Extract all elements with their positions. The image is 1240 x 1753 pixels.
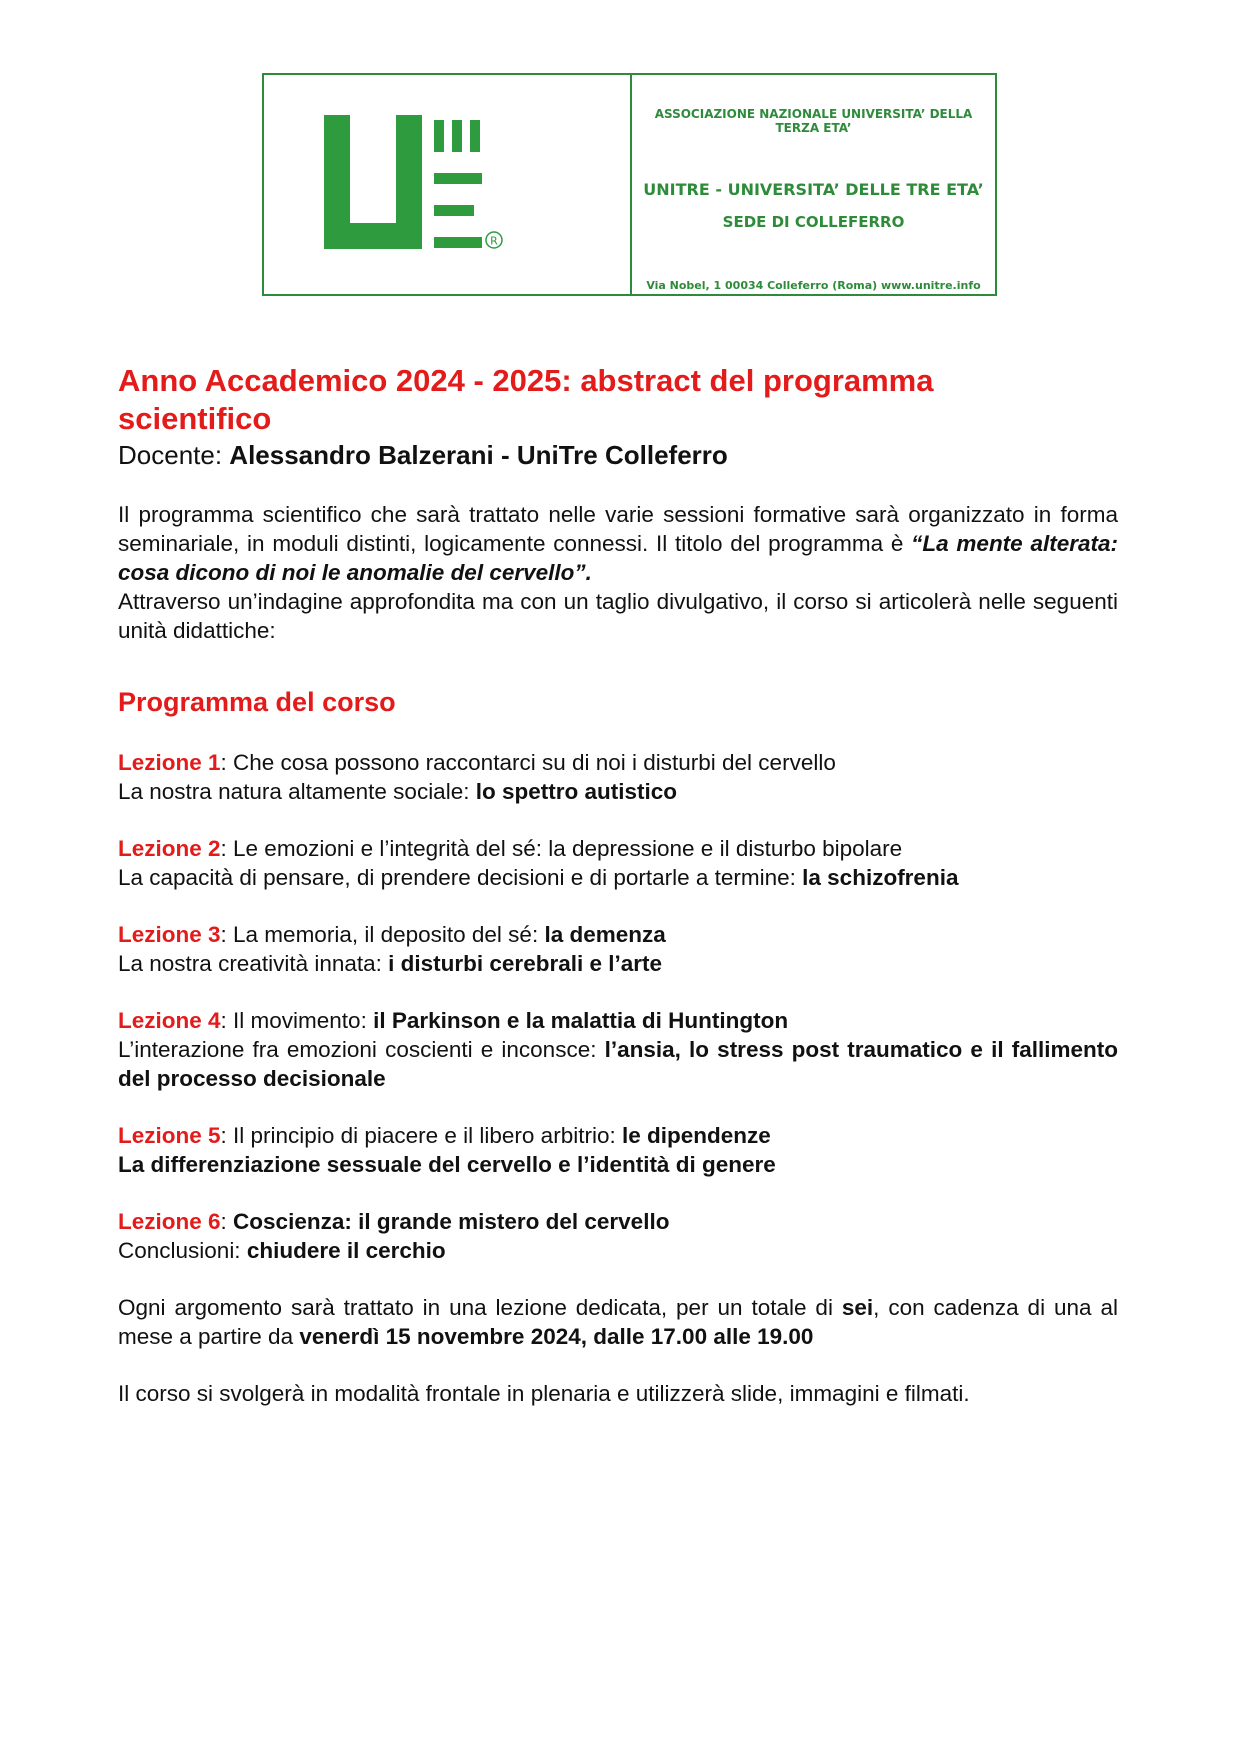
lesson-line-b xyxy=(118,1236,1118,1265)
closing-paragraph: Il corso si svolgerà in modalità frontale in plenaria e utilizzerà slide, immagini e filmati. xyxy=(118,1381,970,1406)
lesson-line-a xyxy=(118,920,1118,949)
lesson-topic: Coscienza: il grande mistero del cervello xyxy=(233,1209,670,1234)
schedule-text: Ogni argomento sarà trattato in una lezione dedicata, per un totale di xyxy=(118,1295,842,1320)
lesson-label: Lezione 2 xyxy=(118,836,221,861)
association-name: ASSOCIAZIONE NAZIONALE UNIVERSITA’ DELLA TERZA ETA’ xyxy=(654,107,973,135)
svg-text:R: R xyxy=(490,234,498,248)
lesson-text: La capacità di pensare, di prendere decisioni e di portarle a termine: xyxy=(118,865,803,890)
lesson-topic: chiudere il cerchio xyxy=(246,1238,446,1263)
lesson-topic: la schizofrenia xyxy=(802,865,959,890)
lesson-text: La nostra natura altamente sociale: xyxy=(118,779,476,804)
lesson-text: : Che cosa possono raccontarci su di noi i disturbi del cervello xyxy=(220,750,836,775)
lesson-text: La nostra creatività innata: xyxy=(118,951,389,976)
lesson-label: Lezione 6 xyxy=(118,1209,221,1234)
sede-name: SEDE DI COLLEFERRO xyxy=(722,213,905,231)
lesson-line-a xyxy=(118,1006,1118,1035)
logo-cell xyxy=(264,75,632,294)
lesson-line-a xyxy=(118,748,1118,777)
organization-name: UNITRE - UNIVERSITA’ DELLE TRE ETA’ xyxy=(643,180,984,199)
lesson-line-b xyxy=(118,777,1118,806)
schedule-text: , con cadenza di una al mese a partire da xyxy=(118,1295,1118,1349)
lesson-line-b xyxy=(118,863,1118,892)
lesson-topic: La differenziazione sessuale del cervello e l’identità di genere xyxy=(118,1152,776,1177)
teacher-name: Alessandro Balzerani - UniTre Colleferro xyxy=(229,440,728,470)
lesson-text: L’interazione fra emozioni coscienti e inconsce: xyxy=(118,1037,605,1062)
lesson-item xyxy=(118,1006,1118,1093)
lesson-text: : Il principio di piacere e il libero arbitrio: xyxy=(220,1123,622,1148)
teacher-label: Docente: xyxy=(118,440,230,470)
program-title-quote: “La mente alterata: cosa dicono di noi le anomalie del cervello”. xyxy=(118,531,1118,585)
lesson-text: : La memoria, il deposito del sé: xyxy=(220,922,545,947)
lesson-label: Lezione 1 xyxy=(118,750,221,775)
lesson-topic: le dipendenze xyxy=(621,1123,771,1148)
lesson-item xyxy=(118,748,1118,806)
lesson-line-b xyxy=(118,949,1118,978)
lesson-line-a xyxy=(118,1121,1118,1150)
unitre-logo xyxy=(324,115,524,265)
lesson-line-a xyxy=(118,834,1118,863)
program-heading: Programma del corso xyxy=(118,687,396,717)
lesson-line-b xyxy=(118,1150,1118,1179)
lesson-topic: la demenza xyxy=(544,922,666,947)
document-title: Anno Accademico 2024 - 2025: abstract del programma scientifico xyxy=(118,363,934,436)
letterhead-info xyxy=(632,75,995,294)
start-date: venerdì 15 novembre 2024, dalle 17.00 alle 19.00 xyxy=(299,1324,814,1349)
intro-paragraph xyxy=(118,500,1118,587)
lesson-line-b xyxy=(118,1035,1118,1093)
lesson-text: Conclusioni: xyxy=(118,1238,247,1263)
lesson-topic: i disturbi cerebrali e l’arte xyxy=(388,951,663,976)
lesson-text: : Le emozioni e l’integrità del sé: la depressione e il disturbo bipolare xyxy=(220,836,903,861)
teacher-line xyxy=(118,438,1118,472)
lesson-topic: il Parkinson e la malattia di Huntington xyxy=(373,1008,789,1033)
intro-paragraph-2: Attraverso un’indagine approfondita ma con un taglio divulgativo, il corso si articolerà nelle seguenti unità didattiche: xyxy=(118,589,1118,643)
lesson-line-a xyxy=(118,1207,1118,1236)
lesson-label: Lezione 3 xyxy=(118,922,221,947)
lesson-item xyxy=(118,834,1118,892)
intro-text: Il programma scientifico che sarà trattato nelle varie sessioni formative sarà organizzato in forma seminariale, in moduli distinti, logicamente connessi. Il titolo del programma è xyxy=(118,502,1118,556)
lesson-text: : xyxy=(220,1209,234,1234)
letterhead xyxy=(262,73,997,296)
lesson-text: : Il movimento: xyxy=(220,1008,374,1033)
lesson-label: Lezione 4 xyxy=(118,1008,221,1033)
lesson-topic: l’ansia, lo stress post traumatico e il fallimento del processo decisionale xyxy=(118,1037,1118,1091)
lesson-item xyxy=(118,1207,1118,1265)
lesson-item xyxy=(118,920,1118,978)
lesson-label: Lezione 5 xyxy=(118,1123,221,1148)
lesson-list xyxy=(118,748,1118,1265)
schedule-paragraph xyxy=(118,1293,1118,1351)
lesson-item xyxy=(118,1121,1118,1179)
lesson-topic: lo spettro autistico xyxy=(475,779,677,804)
lesson-count: sei xyxy=(841,1295,874,1320)
address: Via Nobel, 1 00034 Colleferro (Roma) www.unitre.info xyxy=(646,279,981,292)
document-body xyxy=(118,362,1118,1408)
